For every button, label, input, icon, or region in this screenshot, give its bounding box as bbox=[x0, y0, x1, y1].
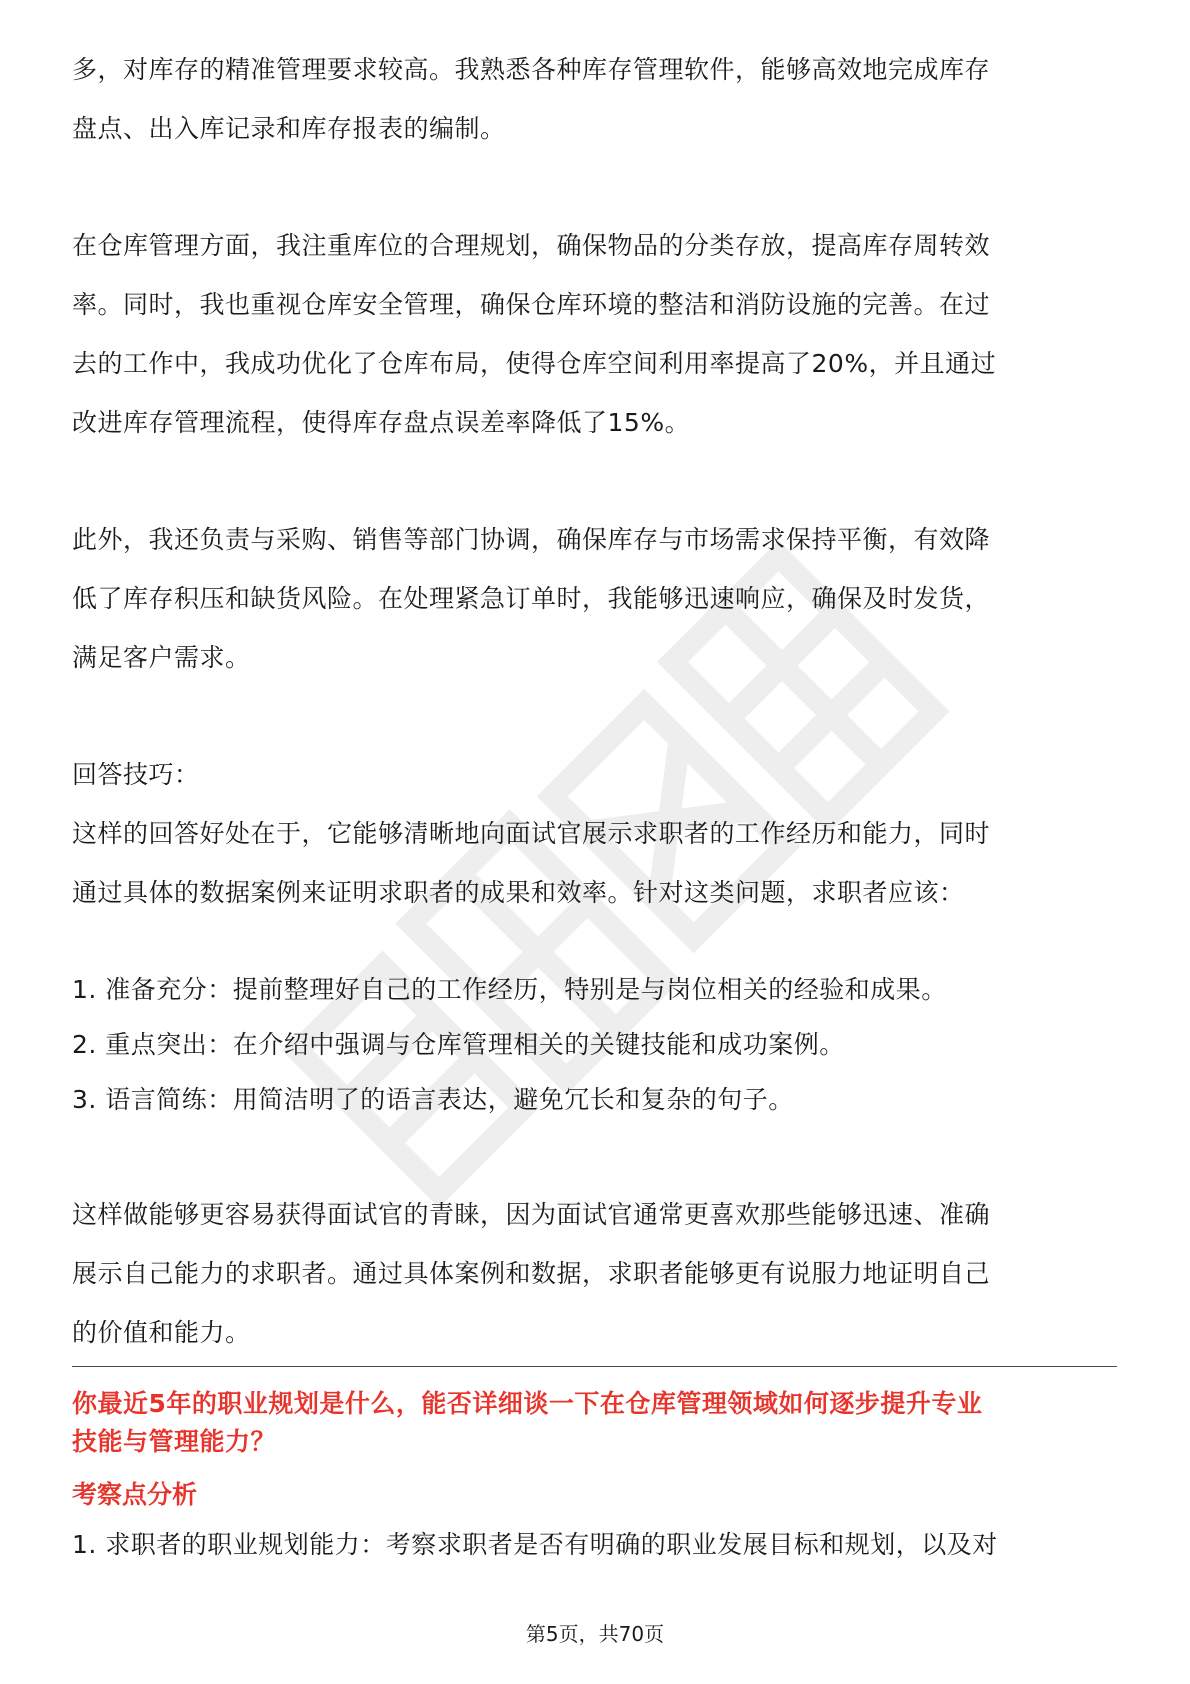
section-title: 考察点分析 bbox=[72, 1480, 198, 1509]
paragraph-3 bbox=[72, 510, 1122, 687]
tips-list bbox=[72, 962, 1122, 1127]
tips-label: 回答技巧： bbox=[72, 760, 200, 789]
text-line: 盘点、出入库记录和库存报表的编制。 bbox=[72, 114, 506, 143]
text-line: 去的工作中，我成功优化了仓库布局，使得仓库空间利用率提高了20%，并且通过 bbox=[72, 349, 997, 378]
text-line: 这样做能够更容易获得面试官的青睐，因为面试官通常更喜欢那些能够迅速、准确 bbox=[72, 1200, 991, 1229]
document-body bbox=[72, 40, 1122, 1574]
text-line: 在仓库管理方面，我注重库位的合理规划，确保物品的分类存放，提高库存周转效 bbox=[72, 231, 991, 260]
text-line: 率。同时，我也重视仓库安全管理，确保仓库环境的整洁和消防设施的完善。在过 bbox=[72, 290, 991, 319]
text-line: 通过具体的数据案例来证明求职者的成果和效率。针对这类问题，求职者应该： bbox=[72, 878, 965, 907]
text-line: 这样的回答好处在于，它能够清晰地向面试官展示求职者的工作经历和能力，同时 bbox=[72, 819, 991, 848]
text-line: 的价值和能力。 bbox=[72, 1318, 251, 1347]
paragraph-2 bbox=[72, 216, 1122, 452]
list-item: 2. 重点突出：在介绍中强调与仓库管理相关的关键技能和成功案例。 bbox=[72, 1030, 845, 1059]
interview-question bbox=[72, 1385, 1122, 1461]
analysis-item: 1. 求职者的职业规划能力：考察求职者是否有明确的职业发展目标和规划，以及对 bbox=[72, 1530, 998, 1559]
question-line: 你最近5年的职业规划是什么，能否详细谈一下在仓库管理领域如何逐步提升专业 bbox=[72, 1389, 983, 1418]
text-line: 改进库存管理流程，使得库存盘点误差率降低了15%。 bbox=[72, 408, 691, 437]
text-line: 此外，我还负责与采购、销售等部门协调，确保库存与市场需求保持平衡，有效降 bbox=[72, 525, 991, 554]
section-divider bbox=[72, 1366, 1117, 1367]
text-line: 展示自己能力的求职者。通过具体案例和数据，求职者能够更有说服力地证明自己 bbox=[72, 1259, 991, 1288]
text-line: 满足客户需求。 bbox=[72, 643, 251, 672]
paragraph-5 bbox=[72, 1185, 1122, 1362]
page-footer: 第5页，共70页 bbox=[525, 1622, 665, 1646]
text-line: 多，对库存的精准管理要求较高。我熟悉各种库存管理软件，能够高效地完成库存 bbox=[72, 55, 991, 84]
text-line: 低了库存积压和缺货风险。在处理紧急订单时，我能够迅速响应，确保及时发货， bbox=[72, 584, 991, 613]
list-item: 3. 语言简练：用简洁明了的语言表达，避免冗长和复杂的句子。 bbox=[72, 1085, 794, 1114]
list-item: 1. 准备充分：提前整理好自己的工作经历，特别是与岗位相关的经验和成果。 bbox=[72, 975, 947, 1004]
paragraph-1 bbox=[72, 40, 1122, 158]
question-line: 技能与管理能力？ bbox=[72, 1427, 277, 1456]
paragraph-4 bbox=[72, 804, 1122, 922]
